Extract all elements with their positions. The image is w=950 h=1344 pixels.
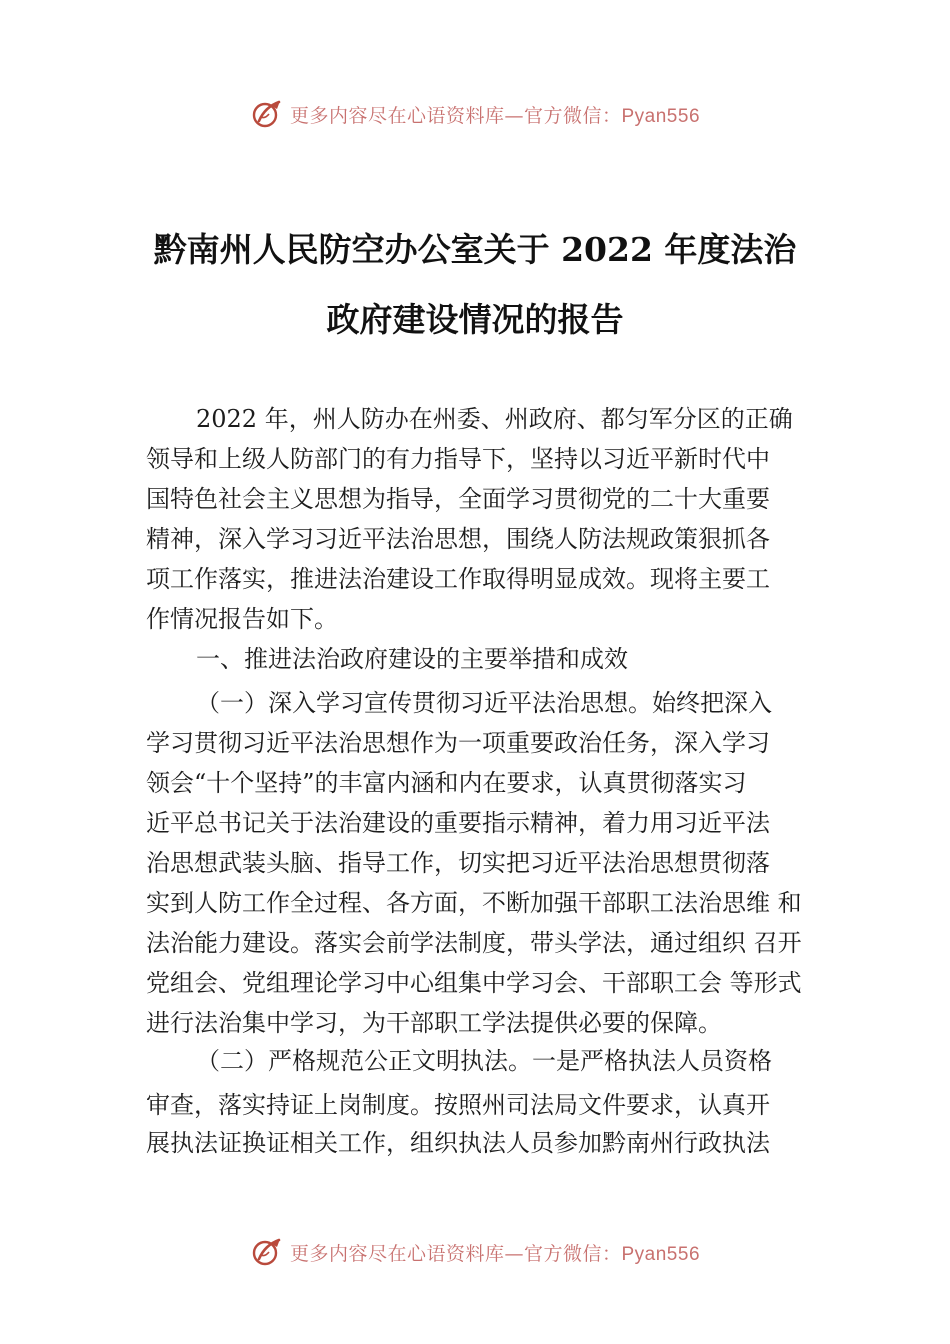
watermark-banner-bottom [0,1232,950,1272]
section-heading: 一、推进法治政府建设的主要举措和成效 [196,645,628,673]
wechat-id: Pyan556 [621,1243,701,1265]
brand-logo-icon [250,1235,284,1269]
body-line: 学习贯彻习近平法治思想作为一项重要政治任务，深入学习 [146,729,770,757]
document-title-line-2: 政府建设情况的报告 [326,300,624,339]
body-line: 领导和上级人防部门的有力指导下，坚持以习近平新时代中 [146,445,770,473]
body-line: 作情况报告如下。 [146,605,338,633]
brand-logo-icon [250,97,284,131]
subsection-heading: （二）严格规范公正文明执法。一是严格执法人员资格 [196,1047,772,1075]
body-line: 党组会、党组理论学习中心组集中学习会、干部职工会 等形式 [146,969,802,997]
body-line: 实到人防工作全过程、各方面，不断加强干部职工法治思维 和 [146,889,802,917]
wechat-id: Pyan556 [621,105,701,127]
body-line: 2022 年，州人防办在州委、州政府、都匀军分区的正确 [196,405,793,433]
document-title-line-1: 黔南州人民防空办公室关于 2022 年度法治 [153,230,797,269]
banner-text: 更多内容尽在心语资料库—官方微信：Pyan556 [289,104,701,127]
body-line: 展执法证换证相关工作，组织执法人员参加黔南州行政执法 [146,1129,770,1157]
body-line: 审查，落实持证上岗制度。按照州司法局文件要求，认真开 [146,1091,770,1119]
body-line: 进行法治集中学习，为干部职工学法提供必要的保障。 [146,1009,722,1037]
body-line: 法治能力建设。落实会前学法制度，带头学法，通过组织 召开 [146,929,802,957]
banner-text: 更多内容尽在心语资料库—官方微信：Pyan556 [289,1242,701,1265]
subsection-heading: （一）深入学习宣传贯彻习近平法治思想。始终把深入 [196,689,772,717]
body-line: 精神，深入学习习近平法治思想，围绕人防法规政策狠抓各 [146,525,770,553]
body-line: 国特色社会主义思想为指导，全面学习贯彻党的二十大重要 [146,485,770,513]
body-line: 领会“十个坚持”的丰富内涵和内在要求，认真贯彻落实习 [146,769,747,797]
body-line: 近平总书记关于法治建设的重要指示精神，着力用习近平法 [146,809,770,837]
body-line: 项工作落实，推进法治建设工作取得明显成效。现将主要工 [146,565,770,593]
body-line: 治思想武装头脑、指导工作，切实把习近平法治思想贯彻落 [146,849,770,877]
watermark-banner-top [0,94,950,134]
